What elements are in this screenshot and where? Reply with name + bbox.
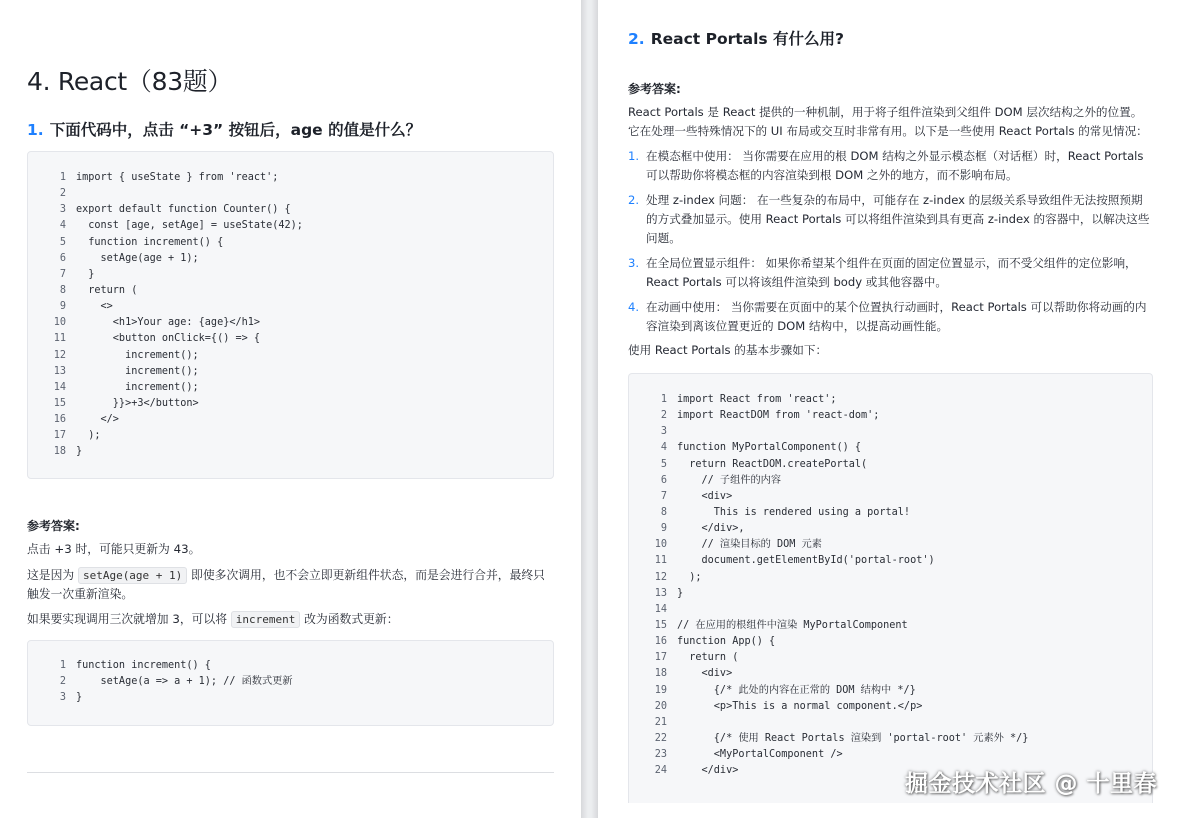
code-text: );	[76, 430, 101, 442]
code-text: import { useState } from 'react';	[76, 172, 279, 183]
line-number: 6	[59, 252, 66, 264]
reason-code: setAge(age + 1)	[78, 567, 187, 584]
code-block-increment	[27, 640, 554, 726]
code-text: );	[677, 571, 702, 583]
question-text: React Portals 有什么用?	[650, 30, 845, 48]
code-block-portal	[628, 373, 1153, 803]
line-number: 18	[654, 668, 667, 680]
code-line	[643, 618, 1138, 634]
code-text: export default function Counter() {	[76, 204, 291, 216]
line-number: 5	[59, 236, 66, 248]
code-line	[643, 715, 1138, 731]
question-1-heading	[27, 118, 554, 140]
code-line	[42, 690, 539, 706]
code-text: increment();	[76, 349, 199, 361]
question-text: 下面代码中，点击 “+3” 按钮后，age 的值是什么？	[49, 121, 422, 139]
line-number: 13	[53, 365, 66, 377]
code-line	[643, 521, 1138, 537]
code-line	[643, 457, 1138, 473]
line-number: 9	[59, 301, 66, 313]
line-number: 15	[53, 397, 66, 409]
code-line	[42, 380, 539, 396]
fix-pre: 如果要实现调用三次就增加 3，可以将	[27, 612, 228, 626]
code-text: import ReactDOM from 'react-dom';	[677, 410, 880, 422]
code-text	[677, 715, 1138, 731]
answer-label: 参考答案:	[628, 82, 681, 96]
code-text: </>	[76, 414, 119, 426]
code-text: function increment() {	[76, 660, 211, 671]
answer-reason	[27, 566, 554, 604]
code-text: <button onClick={() => {	[76, 333, 261, 345]
use-case-number: 4.	[628, 300, 640, 314]
code-line	[42, 364, 539, 380]
code-text: }}>+3</button>	[76, 397, 199, 409]
code-line	[643, 392, 1138, 408]
left-document-page	[0, 0, 581, 818]
code-line	[42, 331, 539, 347]
line-number: 5	[660, 458, 667, 470]
line-number: 12	[53, 349, 66, 361]
code-line	[42, 315, 539, 331]
code-text: <h1>Your age: {age}</h1>	[76, 317, 261, 329]
section-divider	[27, 772, 554, 773]
code-line	[643, 440, 1138, 456]
line-number: 1	[59, 660, 66, 671]
page-gutter	[581, 0, 598, 818]
code-line	[42, 348, 539, 364]
code-line	[643, 602, 1138, 618]
use-case-item	[628, 191, 1153, 248]
use-case-number: 2.	[628, 193, 640, 207]
code-line	[643, 473, 1138, 489]
code-text	[76, 186, 539, 202]
code-line	[643, 537, 1138, 553]
code-line	[643, 650, 1138, 666]
line-number: 24	[654, 765, 667, 777]
line-number: 11	[654, 555, 667, 567]
use-case-number: 3.	[628, 256, 640, 270]
code-line	[42, 396, 539, 412]
question-number: 2.	[628, 30, 645, 48]
code-text: This is rendered using a portal!	[677, 506, 911, 518]
line-number: 18	[53, 446, 66, 458]
code-line	[42, 674, 539, 690]
line-number: 9	[660, 523, 667, 535]
code-line	[643, 699, 1138, 715]
line-number: 10	[654, 539, 667, 551]
line-number: 21	[654, 716, 667, 728]
code-text: function increment() {	[76, 236, 224, 248]
line-number: 14	[654, 603, 667, 615]
code-text: </div>,	[677, 523, 745, 535]
line-number: 3	[59, 204, 66, 216]
code-line	[643, 586, 1138, 602]
code-line	[42, 444, 539, 460]
code-text: {/* 此处的内容在正常的 DOM 结构中 */}	[677, 684, 916, 696]
code-text: }	[677, 587, 684, 599]
code-line	[42, 170, 539, 186]
line-number: 10	[53, 317, 66, 329]
code-text: </div>	[677, 765, 739, 777]
code-text: }	[76, 692, 83, 704]
line-number: 16	[654, 636, 667, 648]
code-line	[643, 666, 1138, 682]
line-number: 8	[660, 506, 667, 518]
use-case-item	[628, 254, 1153, 292]
line-number: 8	[59, 284, 66, 296]
answer-line: 点击 +3 时，可能只更新为 43。	[27, 542, 201, 556]
line-number: 4	[59, 220, 66, 232]
answer-label: 参考答案:	[27, 519, 80, 533]
code-text: // 渲染目标的 DOM 元素	[677, 539, 822, 551]
chapter-title: 4. React（83题）	[27, 67, 233, 96]
line-number: 1	[660, 394, 667, 405]
line-number: 17	[53, 430, 66, 442]
code-text: function MyPortalComponent() {	[677, 442, 862, 454]
code-text: <MyPortalComponent />	[677, 749, 843, 761]
code-text: // 在应用的根组件中渲染 MyPortalComponent	[677, 619, 908, 631]
code-line	[643, 489, 1138, 505]
code-line	[643, 731, 1138, 747]
code-line	[42, 267, 539, 283]
line-number: 3	[660, 426, 667, 438]
code-text: }	[76, 446, 83, 458]
code-line	[42, 202, 539, 218]
code-line	[42, 235, 539, 251]
code-line	[643, 553, 1138, 569]
reason-pre: 这是因为	[27, 568, 75, 582]
line-number: 2	[660, 410, 667, 422]
code-line	[643, 634, 1138, 650]
code-line	[42, 218, 539, 234]
code-text: function App() {	[677, 636, 776, 648]
code-text: <div>	[677, 668, 733, 680]
line-number: 15	[654, 619, 667, 631]
line-number: 2	[59, 188, 66, 200]
code-text: increment();	[76, 365, 199, 377]
code-text: }	[76, 268, 95, 280]
code-line	[42, 299, 539, 315]
line-number: 4	[660, 442, 667, 454]
line-number: 20	[654, 700, 667, 712]
line-number: 23	[654, 749, 667, 761]
code-text: const [age, setAge] = useState(42);	[76, 220, 303, 232]
question-number: 1.	[27, 121, 44, 139]
line-number: 16	[53, 414, 66, 426]
use-case-text: 在动画中使用： 当你需要在页面中的某个位置执行动画时，React Portals 可以帮助你将动画的内容渲染到离该位置更近的 DOM 结构中，以提高动画性能。	[646, 300, 1147, 333]
use-case-number: 1.	[628, 149, 640, 163]
code-line	[643, 424, 1138, 440]
code-text: {/* 使用 React Portals 渲染到 'portal-root' 元素外 */}	[677, 732, 1029, 744]
line-number: 7	[660, 490, 667, 502]
code-text	[677, 602, 1138, 618]
code-text: setAge(a => a + 1); // 函数式更新	[76, 676, 293, 688]
code-line	[643, 683, 1138, 699]
code-text: <div>	[677, 490, 733, 502]
fix-code: increment	[231, 611, 301, 628]
line-number: 6	[660, 474, 667, 486]
right-document-page	[598, 0, 1179, 818]
reason-post: 即使多次调用，也不会立即更新组件状态，而是会进行合并，最终只触发一次重新渲染。	[27, 568, 545, 601]
fix-post: 改为函数式更新：	[304, 612, 399, 626]
use-case-text: 在模态框中使用： 当你需要在应用的根 DOM 结构之外显示模态框（对话框）时，React Portals 可以帮助你将模态框的内容渲染到根 DOM 之外的地方，而不影响布局。	[646, 149, 1144, 182]
use-case-text: 处理 z-index 问题： 在一些复杂的布局中，可能存在 z-index 的层级关系导致组件无法按照预期的方式叠加显示。使用 React Portals 可以将组件渲染到具有更高 z-index 的容器中，以解决这些问题。	[646, 193, 1150, 245]
code-line	[42, 283, 539, 299]
line-number: 22	[654, 732, 667, 744]
code-line	[42, 186, 539, 202]
answer-fix	[27, 610, 554, 629]
line-number: 2	[59, 676, 66, 688]
code-line	[643, 408, 1138, 424]
line-number: 13	[654, 587, 667, 599]
code-line	[643, 747, 1138, 763]
code-text: return (	[677, 652, 739, 664]
line-number: 19	[654, 684, 667, 696]
code-line	[42, 428, 539, 444]
code-text: return (	[76, 284, 138, 296]
juejin-watermark: 掘金技术社区 @ 十里春	[904, 771, 1157, 797]
line-number: 17	[654, 652, 667, 664]
line-number: 3	[59, 692, 66, 704]
portals-intro: React Portals 是 React 提供的一种机制，用于将子组件渲染到父组件 DOM 层次结构之外的位置。它在处理一些特殊情况下的 UI 布局或交互时非常有用。以下是一些使用 React Portals 的常见情况：	[628, 105, 1148, 138]
portals-use-cases	[628, 147, 1153, 342]
line-number: 7	[59, 268, 66, 280]
code-line	[42, 412, 539, 428]
code-text: setAge(age + 1);	[76, 252, 199, 264]
question-2-heading	[628, 27, 1153, 49]
code-text: import React from 'react';	[677, 394, 837, 405]
code-text: <p>This is a normal component.</p>	[677, 700, 923, 712]
use-case-item	[628, 298, 1153, 336]
code-text	[677, 424, 1138, 440]
code-line	[42, 658, 539, 674]
code-line	[42, 251, 539, 267]
steps-label: 使用 React Portals 的基本步骤如下：	[628, 343, 828, 357]
line-number: 1	[59, 172, 66, 183]
use-case-text: 在全局位置显示组件： 如果你希望某个组件在页面的固定位置显示，而不受父组件的定位影响，React Portals 可以将该组件渲染到 body 或其他容器中。	[646, 256, 1137, 289]
code-text: increment();	[76, 381, 199, 393]
code-line	[643, 570, 1138, 586]
code-text: // 子组件的内容	[677, 474, 782, 486]
use-case-item	[628, 147, 1153, 185]
line-number: 14	[53, 381, 66, 393]
code-block-counter	[27, 151, 554, 479]
line-number: 12	[654, 571, 667, 583]
code-text: return ReactDOM.createPortal(	[677, 458, 868, 470]
line-number: 11	[53, 333, 66, 345]
code-line	[643, 505, 1138, 521]
code-text: <>	[76, 301, 113, 313]
code-text: document.getElementById('portal-root')	[677, 555, 935, 567]
